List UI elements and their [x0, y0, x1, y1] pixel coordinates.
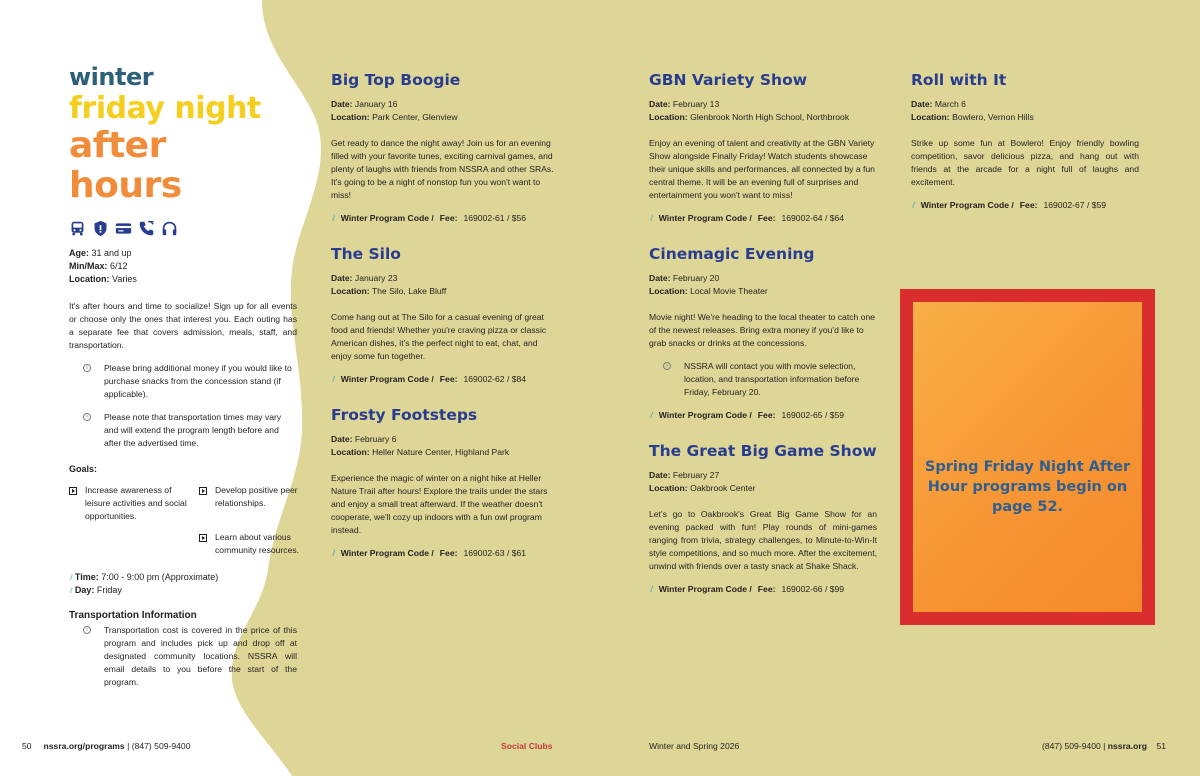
time-row: ≀ Time: 7:00 - 9:00 pm (Approximate) [69, 572, 219, 582]
program-code-fee: ≀ Winter Program Code / Fee: 169002-65 / $59 [649, 410, 845, 421]
event-big-top-boogie [331, 70, 559, 225]
program-code-fee: ≀ Winter Program Code / Fee: 169002-66 / $99 [649, 584, 845, 595]
day-row: ≀ Day: Friday [69, 585, 122, 595]
play-bullet-icon [199, 487, 207, 495]
play-bullet-icon [69, 487, 77, 495]
event-description: Enjoy an evening of talent and creativity at the GBN Variety Show alongside Finally Friday! Watch students showcase their unique skills and performances, all connected by a fun central theme. It will be an evening full of surprises and entertainment you won't want to miss! [649, 138, 875, 200]
program-code-fee: ≀ Winter Program Code / Fee: 169002-67 / $59 [911, 200, 1107, 211]
footer-section: Social Clubs [501, 741, 553, 751]
bus-icon [69, 220, 86, 237]
event-description: Strike up some fun at Bowlero! Enjoy friendly bowling competition, savor delicious pizza, and hang out with friends at the arcade for a night full of laughs and excitement. [911, 138, 1139, 187]
event-roll-with-it [911, 70, 1139, 212]
transport-time-note: i Please note that transportation times may vary and will extend the program length before and after the advertised time. [69, 411, 297, 450]
schedule [69, 571, 297, 597]
promo-text: Spring Friday Night After Hour programs begin on page 52. [924, 459, 1131, 515]
title-friday-night: friday night [69, 91, 261, 126]
events-column-3 [911, 70, 1139, 212]
program-code-fee: ≀ Winter Program Code / Fee: 169002-61 / $56 [331, 213, 527, 224]
info-icon: i [83, 364, 91, 372]
event-description: Let's go to Oakbrook's Great Big Game Show for an evening packed with fun! Play rounds of mini-games ranging from trivia, strategy challenges, to Minute-to-Win-It style competitions, and so much more. After the excitement, unwind with friends over a tasty snack at Shake Shack. [649, 509, 877, 571]
event-great-big-game-show [649, 441, 877, 596]
goals-heading: Goals: [69, 464, 98, 474]
spring-programs-promo[interactable] [900, 289, 1155, 625]
event-meta: Date: January 23 Location: The Silo, Lake Bluff [331, 273, 447, 296]
program-code-fee: ≀ Winter Program Code / Fee: 169002-64 / $64 [649, 213, 845, 224]
page-number-right: 51 [1156, 741, 1167, 751]
event-description: Come hang out at The Silo for a casual evening of great food and friends! Whether you're craving pizza or classic American dishes, it's the perfect night to eat, chat, and enjoy some fun together. [331, 312, 547, 361]
event-meta: Date: February 13 Location: Glenbrook North High School, Northbrook [649, 99, 850, 122]
info-icon: i [83, 413, 91, 421]
events-column-2 [649, 70, 877, 596]
event-title: Cinemagic Evening [649, 245, 815, 263]
snack-note: i Please bring additional money if you would like to purchase snacks from the concession stand (if applicable). [69, 362, 297, 401]
event-meta: Date: February 6 Location: Heller Nature Center, Highland Park [331, 434, 510, 457]
goals-list [69, 484, 300, 557]
program-intro-text: It's after hours and time to socialize! Sign up for all events or choose only the ones that interest you. Each outing has a separate fee that covers admission, meals, staff, and transportation. [69, 301, 297, 350]
event-description: Experience the magic of winter on a night hike at Heller Nature Trail after hours! Explore the trails under the stars and enjoy a small treat afterward. If the weather doesn't cooperate, we'll cozy up indoors with a fun owl program instead. [331, 473, 548, 535]
event-meta: Date: January 16 Location: Park Center, Glenview [331, 99, 458, 122]
title-hours: hours [69, 165, 182, 206]
event-frosty-footsteps [331, 405, 559, 560]
event-title: Roll with It [911, 71, 1007, 89]
event-description: Movie night! We're heading to the local theater to catch one of the newest releases. Bring extra money if you'd like to grab snacks or drinks at the concessions. [649, 312, 876, 348]
promo-panel [913, 302, 1142, 612]
event-title: Big Top Boogie [331, 71, 461, 89]
site-link-left[interactable]: nssra.org/programs [43, 741, 125, 751]
phone-right: (847) 509-9400 | [1042, 741, 1106, 751]
location-row: Location: Varies [69, 274, 137, 284]
event-description: Get ready to dance the night away! Join us for an evening filled with your favorite tunes, exciting carnival games, and plenty of laughs with friends from NSSRA and other SRAs. It's going to be a night of nonstop fun you won't want to miss! [331, 138, 554, 200]
info-icon: i [663, 362, 671, 370]
event-the-silo [331, 244, 559, 386]
title-winter: winter [69, 63, 154, 91]
age-row: Age: 31 and up [69, 248, 132, 258]
transport-note: i Transportation cost is covered in the price of this program and includes pick up and drop off at designated community locations. NSSRA will email details to you before the start of the program. [69, 624, 297, 689]
page-number-left: 50 [22, 741, 32, 751]
transport-heading: Transportation Information [69, 610, 197, 621]
program-icons [69, 220, 297, 237]
goal-item: Develop positive peer relationships. [199, 484, 309, 523]
events-column-1 [331, 70, 559, 560]
card-icon [115, 220, 132, 237]
minmax-row: Min/Max: 6/12 [69, 261, 128, 271]
program-code-fee: ≀ Winter Program Code / Fee: 169002-63 / $61 [331, 548, 527, 559]
title-after: after [69, 125, 166, 166]
event-cinemagic-evening [649, 244, 877, 422]
footer-season: Winter and Spring 2026 [649, 741, 740, 751]
goal-item: Increase awareness of leisure activities and social opportunities. [69, 484, 187, 523]
event-title: Frosty Footsteps [331, 406, 478, 424]
goal-item: Learn about various community resources. [199, 531, 309, 557]
footer-right [1042, 740, 1166, 752]
phone-left: | (847) 509-9400 [127, 741, 191, 751]
event-title: The Great Big Game Show [649, 442, 877, 460]
phone-icon [138, 220, 155, 237]
footer-left [22, 740, 190, 752]
info-icon: i [83, 626, 91, 634]
event-meta: Date: February 27 Location: Oakbrook Center [649, 470, 756, 493]
site-link-right[interactable]: nssra.org [1107, 741, 1147, 751]
event-gbn-variety-show [649, 70, 877, 225]
program-details [69, 247, 297, 286]
event-title: The Silo [331, 245, 401, 263]
program-code-fee: ≀ Winter Program Code / Fee: 169002-62 / $84 [331, 374, 527, 385]
play-bullet-icon [199, 534, 207, 542]
event-title: GBN Variety Show [649, 71, 808, 89]
event-meta: Date: March 6 Location: Bowlero, Vernon Hills [911, 99, 1034, 122]
headphones-icon [161, 220, 178, 237]
shield-icon [92, 220, 109, 237]
program-intro-column [69, 62, 300, 689]
event-note: i NSSRA will contact you with movie selection, location, and transportation information before Friday, February 20. [649, 360, 877, 399]
event-meta: Date: February 20 Location: Local Movie Theater [649, 273, 768, 296]
